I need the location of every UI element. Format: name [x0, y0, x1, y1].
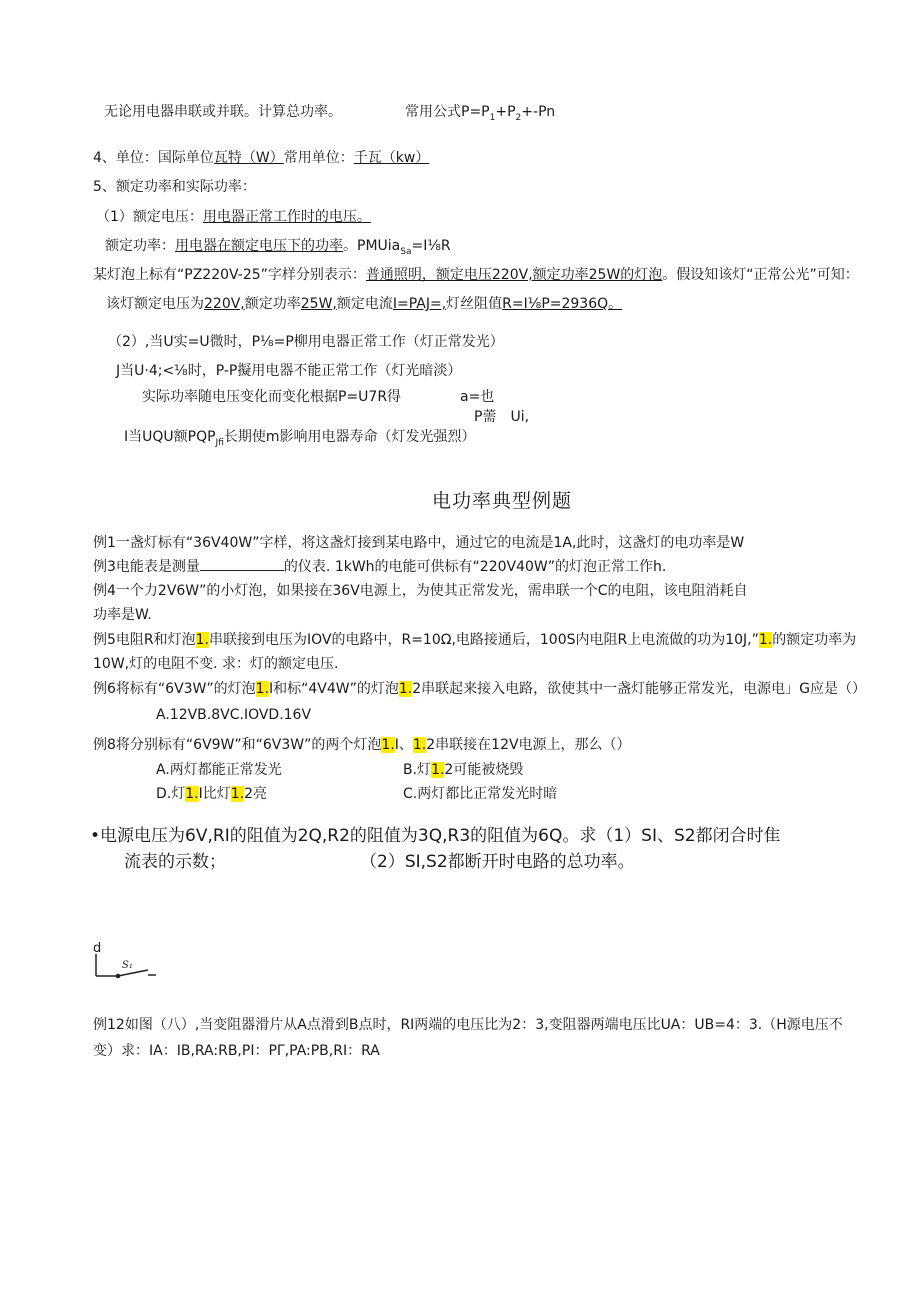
switch-figure — [92, 950, 162, 982]
text-line: J当U·4;<⅛时，P-P擬用电器不能正常工作（灯光暗淡） — [116, 363, 462, 379]
problem-text: （2）SI,S2都断开时电路的总功率。 — [360, 852, 635, 872]
rated-voltage-line: （1）额定电压：用电器正常工作时的电压。 — [96, 209, 371, 225]
page-title: 电功率典型例题 — [432, 490, 573, 512]
example-12-cont: 变）求：IA：IB,RA:RB,PI：PΓ,PA:PB,RI：RA — [93, 1043, 380, 1059]
text-line: I当UQU额$PQP_{Jfi}$长期使m影响用电器寿命（灯发光强烈） — [124, 429, 476, 448]
section-heading: 5、额定功率和实际功率： — [93, 179, 256, 195]
example-12: 例12如图（八）,当变阻器滑片从A点滑到B点时，RI两端的电压比为2：3,变阻器两端电压比UA：UB=4：3.（H源电压不 — [93, 1017, 843, 1033]
bulb-label-line: 某灯泡上标有“PZ220V-25”字样分别表示：普通照明，额定电压220V,额定功率25W的灯泡。假设知该灯“正常公光”可知： — [93, 267, 859, 283]
example-5: 例5电阻R和灯泡1.串联接到电压为IOV的电路中，R=10Ω,电路接通后，100S内电阻R上电流做的功为10J,”1.的额定功率为 — [93, 632, 857, 648]
example-6-options: A.12VB.8VC.IOVD.16V — [156, 707, 312, 723]
formula-line: 常用公式$P=P_1+P_2+-Pn$ — [405, 104, 556, 123]
example-4: 例4一个力2V6W”的小灯泡，如果接在36V电源上，为使其正常发光，需串联一个C的电阻，该电阻消耗自 — [93, 583, 748, 599]
bulb-values-line: 该灯额定电压为220V,额定功率25W,额定电流I=PAJ=,灯丝阻值R=I⅛P=2936Q。 — [106, 296, 623, 312]
switch-label: S₁ — [122, 960, 133, 971]
problem-text: •电源电压为6V,RI的阻值为2Q,R2的阻值为3Q,R3的阻值为6Q。求（1）SI、S2都闭合时隹 — [90, 826, 781, 846]
text-line: 实际功率随电压变化而变化根据P=U7R得 — [142, 389, 402, 405]
option-b: B.灯1.2可能被烧毁 — [403, 762, 524, 778]
figure-label: d — [93, 941, 102, 956]
example-4-cont: 功率是W. — [93, 607, 152, 623]
answer-blank — [200, 558, 284, 571]
option-a: A.两灯都能正常发光 — [156, 762, 282, 778]
text-line: P薷 Ui, — [474, 409, 530, 425]
text-line: 无论用电器串联或并联。计算总功率。 — [104, 104, 342, 120]
option-d: D.灯1.I比灯1.2亮 — [156, 786, 268, 802]
example-8: 例8将分别标有“6V9W”和“6V3W”的两个灯泡1.I、1.2串联接在12V电源上，那么（） — [93, 737, 631, 753]
example-5-cont: 10W,灯的电阻不变. 求：灯的额定电压. — [93, 656, 339, 672]
example-1: 例1一盏灯标有“36V40W”字样，将这盏灯接到某电路中，通过它的电流是1A,此时，这盏灯的电功率是W — [93, 535, 745, 551]
text-line: a=也 — [460, 389, 495, 405]
text-line: （2）,当U实=U微时，P⅛=P柳用电器正常工作（灯正常发光） — [108, 334, 504, 350]
rated-power-line: 额定功率：用电器在额定电压下的功率。PMUia$_{Sa}$=I⅛R — [105, 238, 451, 257]
unit-line: 4、单位：国际单位瓦特（W）常用单位：千瓦（kw） — [93, 150, 430, 166]
problem-text: 流表的示数； — [124, 852, 226, 872]
option-c: C.两灯都比正常发光时暗 — [403, 786, 558, 802]
example-6: 例6将标有“6V3W”的灯泡1.I和标“4V4W”的灯泡1.2串联起来接入电路，欲使其中一盏灯能够正常发光，电源电」G应是（） — [93, 681, 867, 697]
example-3: 例3电能表是测量 的仪表. 1kWh的电能可供标有“220V40W”的灯泡正常工作h. — [93, 559, 667, 575]
